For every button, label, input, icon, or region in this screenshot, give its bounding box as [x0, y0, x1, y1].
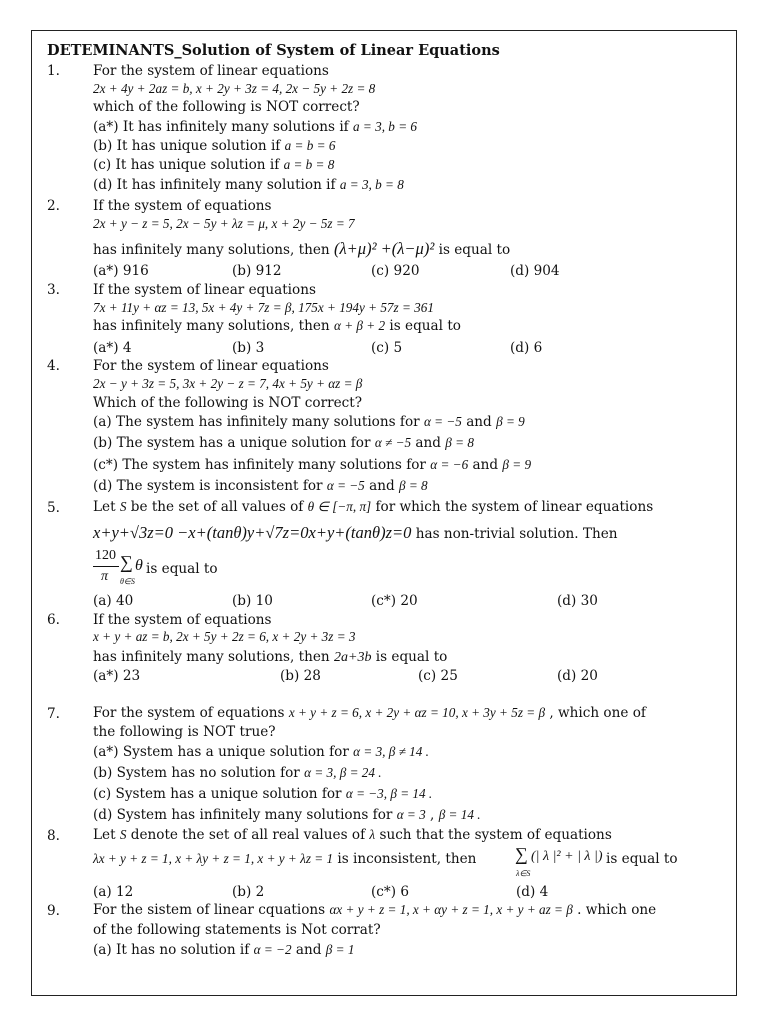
q5-fraction-denominator: π — [101, 569, 109, 584]
q5-sum-subscript: θ∈S — [120, 577, 135, 586]
q1-equations: 2x + 4y + 2az = b, x + 2y + 3z = 4, 2x − 5y + 2z = 8 — [93, 81, 376, 96]
q3-option-c: (c) 5 — [371, 340, 403, 356]
q6-number: 6. — [47, 612, 60, 628]
q8-option-d: (d) 4 — [516, 884, 549, 900]
q5-equations: x+y+√3z=0 −x+(tanθ)y+√7z=0x+y+(tanθ)z=0 has non-trivial solution. Then — [93, 523, 618, 542]
q7-option-c: (c) System has a unique solution for α = −3, β = 14 . — [93, 786, 433, 802]
q5-fraction-numerator: 120 — [95, 548, 116, 563]
q5-sum-variable: θ — [135, 557, 143, 574]
q2-question: has infinitely many solutions, then (λ+μ)² +(λ−μ)² is equal to — [93, 239, 511, 258]
q2-option-c: (c) 920 — [371, 263, 420, 279]
q3-question: has infinitely many solutions, then α + β + 2 is equal to — [93, 318, 461, 334]
q3-number: 3. — [47, 282, 60, 298]
q6-option-a: (a*) 23 — [93, 668, 141, 684]
q1-option-a: (a*) It has infinitely many solutions if a = 3, b = 6 — [93, 119, 417, 135]
q2-option-d: (d) 904 — [510, 263, 560, 279]
q5-fraction-bar — [93, 566, 119, 567]
q7-number: 7. — [47, 706, 60, 722]
q5-option-b: (b) 10 — [232, 593, 273, 609]
q5-option-a: (a) 40 — [93, 593, 134, 609]
q5-sum-symbol: ∑ — [120, 552, 133, 572]
q3-option-a: (a*) 4 — [93, 340, 132, 356]
q7-option-a: (a*) System has a unique solution for α = 3, β ≠ 14 . — [93, 744, 429, 760]
q1-option-b: (b) It has unique solution if a = b = 6 — [93, 138, 336, 154]
q8-stem: Let S denote the set of all real values of λ such that the system of equations — [93, 827, 612, 843]
q9-stem-line2: of the following statements is Not corrat? — [93, 922, 381, 938]
q7-stem-line2: the following is NOT true? — [93, 724, 276, 740]
page-title: DETEMINANTS_Solution of System of Linear Equations — [47, 42, 500, 59]
q7-option-d: (d) System has infinitely many solutions for α = 3 , β = 14 . — [93, 807, 481, 823]
q9-option-a: (a) It has no solution if α = −2 and β = 1 — [93, 942, 355, 958]
q6-option-c: (c) 25 — [418, 668, 458, 684]
q3-option-b: (b) 3 — [232, 340, 265, 356]
q6-option-b: (b) 28 — [280, 668, 321, 684]
q6-option-d: (d) 20 — [557, 668, 598, 684]
q8-option-a: (a) 12 — [93, 884, 134, 900]
q8-equations: λx + y + z = 1, x + λy + z = 1, x + y + λz = 1 is inconsistent, then — [93, 851, 477, 867]
q7-option-b: (b) System has no solution for α = 3, β = 24 . — [93, 765, 382, 781]
q3-stem: If the system of linear equations — [93, 282, 316, 298]
q1-question: which of the following is NOT correct? — [93, 99, 360, 115]
q3-equations: 7x + 11y + αz = 13, 5x + 4y + 7z = β, 175x + 194y + 57z = 361 — [93, 300, 434, 315]
q8-sum-symbol: ∑ — [515, 844, 528, 864]
q5-stem: Let S be the set of all values of θ ∈ [−π, π] for which the system of linear equations — [93, 499, 654, 515]
q6-stem: If the system of equations — [93, 612, 272, 628]
q2-equations: 2x + y − z = 5, 2x − 5y + λz = μ, x + 2y − 5z = 7 — [93, 216, 355, 231]
q1-option-c: (c) It has unique solution if a = b = 8 — [93, 157, 335, 173]
q4-option-c: (c*) The system has infinitely many solutions for α = −6 and β = 9 — [93, 457, 532, 473]
q8-option-b: (b) 2 — [232, 884, 265, 900]
q1-stem: For the system of linear equations — [93, 63, 329, 79]
q8-number: 8. — [47, 828, 60, 844]
q8-sum-body: (| λ |² + | λ |) — [531, 849, 603, 864]
q2-stem: If the system of equations — [93, 198, 272, 214]
q2-option-a: (a*) 916 — [93, 263, 149, 279]
q1-number: 1. — [47, 63, 60, 79]
q4-option-d: (d) The system is inconsistent for α = −5 and β = 8 — [93, 478, 428, 494]
q5-question: is equal to — [146, 561, 218, 577]
q8-question: is equal to — [606, 851, 678, 867]
q4-stem: For the system of linear equations — [93, 358, 329, 374]
q6-equations: x + y + az = b, 2x + 5y + 2z = 6, x + 2y + 3z = 3 — [93, 629, 356, 644]
q8-sum-subscript: λ∈S — [516, 869, 531, 878]
q4-equations: 2x − y + 3z = 5, 3x + 2y − z = 7, 4x + 5y + αz = β — [93, 376, 363, 391]
q4-option-a: (a) The system has infinitely many solutions for α = −5 and β = 9 — [93, 414, 525, 430]
q4-number: 4. — [47, 358, 60, 374]
q6-question: has infinitely many solutions, then 2a+3b is equal to — [93, 649, 448, 665]
q4-option-b: (b) The system has a unique solution for α ≠ −5 and β = 8 — [93, 435, 474, 451]
q5-option-d: (d) 30 — [557, 593, 598, 609]
q8-option-c: (c*) 6 — [371, 884, 409, 900]
q4-question: Which of the following is NOT correct? — [93, 395, 363, 411]
q1-option-d: (d) It has infinitely many solution if a = 3, b = 8 — [93, 177, 404, 193]
q9-stem: For the sistem of linear cquations αx + y + z = 1, x + αy + z = 1, x + y + az = β . which one — [93, 902, 657, 918]
q3-option-d: (d) 6 — [510, 340, 543, 356]
q2-option-b: (b) 912 — [232, 263, 282, 279]
q7-stem: For the system of equations x + y + z = 6, x + 2y + αz = 10, x + 3y + 5z = β , which one of — [93, 705, 646, 721]
q9-number: 9. — [47, 903, 60, 919]
q2-number: 2. — [47, 198, 60, 214]
q5-option-c: (c*) 20 — [371, 593, 418, 609]
q5-number: 5. — [47, 500, 60, 516]
